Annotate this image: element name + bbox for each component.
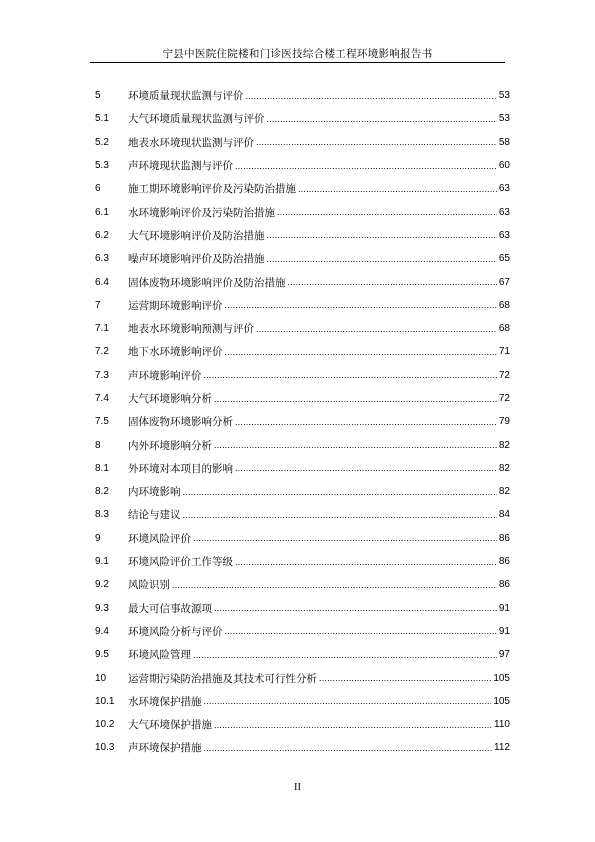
toc-entry-title: 环境质量现状监测与评价 xyxy=(128,90,244,103)
toc-entry-page: 53 xyxy=(498,113,510,125)
toc-entry-page: 91 xyxy=(498,602,510,614)
toc-leader-dots xyxy=(183,510,497,520)
toc-entry-page: 65 xyxy=(498,253,510,265)
toc-entry[interactable] xyxy=(95,643,510,666)
toc-leader-dots xyxy=(225,347,497,357)
toc-entry-number: 8.1 xyxy=(95,462,109,474)
toc-entry-title: 声环境保护措施 xyxy=(128,742,202,755)
toc-entry-title: 外环境对本项目的影响 xyxy=(128,462,233,475)
toc-entry-number: 6.1 xyxy=(95,206,109,218)
toc-entry-number: 7.3 xyxy=(95,369,109,381)
toc-leader-dots xyxy=(214,394,497,404)
toc-leader-dots xyxy=(288,277,497,287)
toc-entry-page: 63 xyxy=(498,206,510,218)
toc-entry-number: 8.3 xyxy=(95,509,109,521)
toc-entry-title: 固体废物环境影响分析 xyxy=(128,416,233,429)
toc-leader-dots xyxy=(277,207,497,217)
toc-entry[interactable] xyxy=(95,503,510,526)
toc-leader-dots xyxy=(172,580,497,590)
toc-entry[interactable] xyxy=(95,294,510,317)
toc-entry-number: 8.2 xyxy=(95,486,109,498)
toc-entry[interactable] xyxy=(95,620,510,643)
toc-entry[interactable] xyxy=(95,666,510,689)
toc-entry-page: 82 xyxy=(498,486,510,498)
toc-entry-title: 水环境影响评价及污染防治措施 xyxy=(128,206,275,219)
toc-entry-number: 9.2 xyxy=(95,579,109,591)
toc-entry[interactable] xyxy=(95,107,510,130)
toc-entry[interactable] xyxy=(95,550,510,573)
toc-leader-dots xyxy=(204,743,493,753)
toc-entry-number: 10.3 xyxy=(95,742,115,754)
toc-entry-title: 水环境保护措施 xyxy=(128,695,202,708)
toc-entry-title: 最大可信事故源项 xyxy=(128,602,212,615)
toc-entry-title: 大气环境影响分析 xyxy=(128,393,212,405)
toc-leader-dots xyxy=(319,673,491,683)
toc-entry[interactable] xyxy=(95,597,510,620)
toc-entry-page: 68 xyxy=(498,299,510,311)
toc-entry-page: 53 xyxy=(498,90,510,102)
toc-entry-title: 声环境现状监测与评价 xyxy=(128,160,233,173)
toc-leader-dots xyxy=(193,533,497,543)
toc-leader-dots xyxy=(235,417,497,427)
toc-leader-dots xyxy=(235,557,497,567)
toc-entry-title: 施工期环境影响评价及污染防治措施 xyxy=(128,183,296,196)
toc-entry-title: 大气环境影响评价及防治措施 xyxy=(128,229,265,242)
toc-entry-page: 82 xyxy=(498,439,510,451)
toc-leader-dots xyxy=(193,650,497,660)
toc-entry-title: 固体废物环境影响评价及防治措施 xyxy=(128,276,286,289)
toc-entry-title: 运营期污染防治措施及其技术可行性分析 xyxy=(128,672,317,685)
toc-entry-number: 10.2 xyxy=(95,719,115,731)
toc-entry-page: 84 xyxy=(498,509,510,521)
toc-entry-title: 地下水环境影响评价 xyxy=(128,346,223,359)
toc-entry-page: 82 xyxy=(498,462,510,474)
header-divider xyxy=(90,62,505,63)
toc-entry[interactable] xyxy=(95,154,510,177)
toc-entry-number: 5 xyxy=(95,90,101,102)
toc-entry-number: 8 xyxy=(95,439,101,451)
toc-entry-number: 10.1 xyxy=(95,695,115,707)
toc-entry-title: 环境风险分析与评价 xyxy=(128,625,223,638)
toc-leader-dots xyxy=(267,114,497,124)
toc-entry-number: 7.2 xyxy=(95,346,109,358)
toc-entry-page: 67 xyxy=(498,276,510,288)
toc-leader-dots xyxy=(256,137,497,147)
toc-entry-title: 大气环境保护措施 xyxy=(128,719,212,732)
toc-leader-dots xyxy=(298,184,497,194)
toc-entry-title: 内外环境影响分析 xyxy=(128,439,212,452)
toc-entry-number: 9.3 xyxy=(95,602,109,614)
toc-leader-dots xyxy=(214,720,492,730)
toc-entry-number: 9.4 xyxy=(95,625,109,637)
toc-entry[interactable] xyxy=(95,364,510,387)
toc-entry-number: 7.4 xyxy=(95,393,109,404)
toc-entry[interactable] xyxy=(95,736,510,759)
toc-entry[interactable] xyxy=(95,527,510,550)
toc-leader-dots xyxy=(214,603,497,613)
toc-entry[interactable] xyxy=(95,713,510,736)
toc-entry-number: 9 xyxy=(95,532,101,544)
toc-leader-dots xyxy=(235,161,497,171)
toc-entry-page: 72 xyxy=(498,369,510,381)
toc-entry-number: 6.4 xyxy=(95,276,109,288)
toc-entry-page: 58 xyxy=(498,136,510,148)
toc-entry[interactable] xyxy=(95,200,510,223)
toc-entry-number: 6.3 xyxy=(95,253,109,265)
toc-entry-page: 63 xyxy=(498,183,510,195)
table-of-contents xyxy=(95,84,510,760)
toc-leader-dots xyxy=(204,696,492,706)
toc-entry-title: 大气环境质量现状监测与评价 xyxy=(128,113,265,126)
toc-entry[interactable] xyxy=(95,340,510,363)
toc-entry[interactable] xyxy=(95,177,510,200)
toc-entry-title: 地表水环境影响预测与评价 xyxy=(128,323,254,336)
toc-entry-title: 运营期环境影响评价 xyxy=(128,299,223,312)
toc-entry[interactable] xyxy=(95,131,510,154)
page-number: II xyxy=(294,782,301,793)
toc-leader-dots xyxy=(225,300,497,310)
toc-entry-page: 112 xyxy=(494,742,510,754)
toc-entry-title: 风险识别 xyxy=(128,579,170,592)
toc-leader-dots xyxy=(225,626,497,636)
toc-leader-dots xyxy=(204,370,497,380)
toc-entry-number: 5.2 xyxy=(95,136,109,148)
toc-entry-number: 7.5 xyxy=(95,416,109,428)
toc-entry[interactable] xyxy=(95,270,510,293)
toc-entry-number: 7.1 xyxy=(95,323,109,335)
toc-entry-page: 60 xyxy=(498,160,510,172)
toc-leader-dots xyxy=(214,440,497,450)
toc-entry-number: 5.3 xyxy=(95,160,109,172)
toc-entry-page: 105 xyxy=(493,695,510,707)
toc-entry-page: 63 xyxy=(498,229,510,241)
toc-entry[interactable] xyxy=(95,317,510,340)
toc-entry-page: 68 xyxy=(498,323,510,335)
toc-entry-page: 86 xyxy=(498,556,510,568)
toc-entry[interactable] xyxy=(95,690,510,713)
toc-leader-dots xyxy=(183,487,497,497)
toc-entry-page: 71 xyxy=(498,346,510,358)
toc-entry[interactable] xyxy=(95,247,510,270)
toc-entry[interactable] xyxy=(95,573,510,596)
toc-entry-number: 7 xyxy=(95,299,101,311)
running-header: 宁县中医院住院楼和门诊医技综合楼工程环境影响报告书 xyxy=(162,48,433,60)
toc-entry-title: 环境风险评价 xyxy=(128,532,191,545)
toc-entry-number: 9.5 xyxy=(95,649,109,661)
toc-entry-page: 110 xyxy=(494,719,510,731)
toc-entry-title: 噪声环境影响评价及防治措施 xyxy=(128,253,265,266)
toc-entry-page: 86 xyxy=(498,579,510,591)
toc-leader-dots xyxy=(235,463,497,473)
toc-entry[interactable] xyxy=(95,457,510,480)
toc-entry-number: 6 xyxy=(95,183,101,195)
toc-entry-page: 86 xyxy=(498,532,510,544)
toc-entry-number: 6.2 xyxy=(95,229,109,241)
toc-entry[interactable] xyxy=(95,480,510,503)
toc-entry-number: 10 xyxy=(95,672,107,684)
toc-entry-title: 环境风险评价工作等级 xyxy=(128,556,233,569)
toc-leader-dots xyxy=(246,91,497,101)
toc-entry-page: 97 xyxy=(498,649,510,661)
toc-entry-title: 结论与建议 xyxy=(128,509,181,522)
toc-entry[interactable] xyxy=(95,433,510,456)
toc-entry-title: 内环境影响 xyxy=(128,486,181,499)
toc-entry[interactable] xyxy=(95,84,510,107)
toc-entry[interactable] xyxy=(95,410,510,433)
toc-entry-number: 5.1 xyxy=(95,113,109,125)
toc-entry[interactable] xyxy=(95,387,510,410)
toc-entry-title: 环境风险管理 xyxy=(128,649,191,662)
toc-entry-number: 9.1 xyxy=(95,556,109,568)
toc-leader-dots xyxy=(267,254,497,264)
toc-entry-title: 地表水环境现状监测与评价 xyxy=(128,136,254,149)
toc-entry[interactable] xyxy=(95,224,510,247)
toc-entry-page: 72 xyxy=(498,393,510,404)
toc-entry-title: 声环境影响评价 xyxy=(128,369,202,382)
toc-entry-page: 79 xyxy=(498,416,510,428)
toc-entry-page: 91 xyxy=(498,625,510,637)
toc-leader-dots xyxy=(256,324,497,334)
toc-entry-page: 105 xyxy=(493,672,510,684)
toc-leader-dots xyxy=(267,230,497,240)
